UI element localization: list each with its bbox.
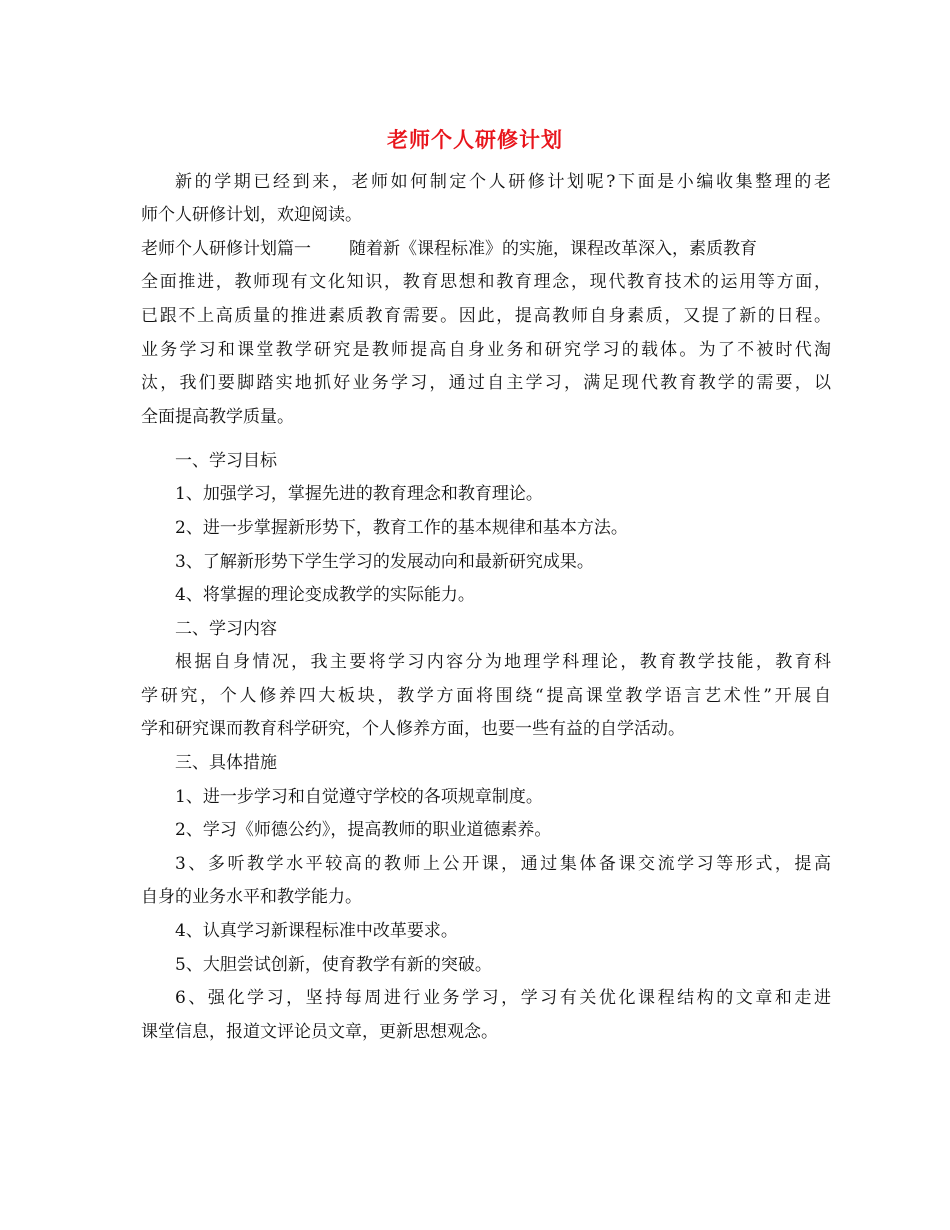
list-item: 6、强化学习，坚持每周进行业务学习，学习有关优化课程结构的文章和走进: [175, 988, 831, 1008]
list-item-continuation: 自身的业务水平和教学能力。: [141, 887, 362, 907]
list-item: 3、多听教学水平较高的教师上公开课，通过集体备课交流学习等形式，提高: [175, 854, 831, 874]
paragraph-line: 全面推进，教师现有文化知识，教育思想和教育理念，现代教育技术的运用等方面，: [141, 272, 831, 292]
paragraph-line: 新的学期已经到来，老师如何制定个人研修计划呢?下面是小编收集整理的老: [175, 172, 831, 192]
paragraph-line: [141, 238, 831, 260]
list-item: 1、加强学习，掌握先进的教育理念和教育理论。: [175, 484, 543, 504]
list-item: 3、了解新形势下学生学习的发展动向和最新研究成果。: [175, 552, 594, 572]
section-heading: 老师个人研修计划篇一: [141, 239, 311, 259]
list-item: 5、大胆尝试创新，使育教学有新的突破。: [175, 955, 492, 975]
paragraph-line: 根据自身情况，我主要将学习内容分为地理学科理论，教育教学技能，教育科: [175, 652, 831, 672]
document-title: 老师个人研修计划: [387, 127, 563, 152]
list-item: 1、进一步学习和自觉遵守学校的各项规章制度。: [175, 787, 543, 807]
paragraph-line: 学和研究课而教育科学研究，个人修养方面，也要一些有益的自学活动。: [141, 719, 685, 739]
paragraph-line: 汰，我们要脚踏实地抓好业务学习，通过自主学习，满足现代教育教学的需要，以: [141, 373, 831, 393]
paragraph-line: 学研究，个人修养四大板块，教学方面将围绕“提高课堂教学语言艺术性”开展自: [141, 686, 831, 706]
section-heading: 一、学习目标: [175, 451, 277, 471]
list-item: 2、学习《师德公约》，提高教师的职业道德素养。: [175, 820, 552, 840]
paragraph-line: 师个人研修计划，欢迎阅读。: [141, 205, 362, 225]
paragraph-line: 业务学习和课堂教学研究是教师提高自身业务和研究学习的载体。为了不被时代淘: [141, 340, 831, 360]
list-item: 4、将掌握的理论变成教学的实际能力。: [175, 585, 475, 605]
paragraph-line: 已跟不上高质量的推进素质教育需要。因此，提高教师自身素质，又提了新的日程。: [141, 306, 831, 326]
list-item: 2、进一步掌握新形势下，教育工作的基本规律和基本方法。: [175, 518, 628, 538]
list-item: 4、认真学习新课程标准中改革要求。: [175, 921, 458, 941]
section-heading: 二、学习内容: [175, 619, 277, 639]
paragraph-line: 全面提高教学质量。: [141, 407, 294, 427]
list-item-continuation: 课堂信息，报道文评论员文章，更新思想观念。: [141, 1022, 498, 1042]
section-heading: 三、具体措施: [175, 753, 277, 773]
paragraph-text: 随着新《课程标准》的实施，课程改革深入，素质教育: [349, 239, 757, 259]
